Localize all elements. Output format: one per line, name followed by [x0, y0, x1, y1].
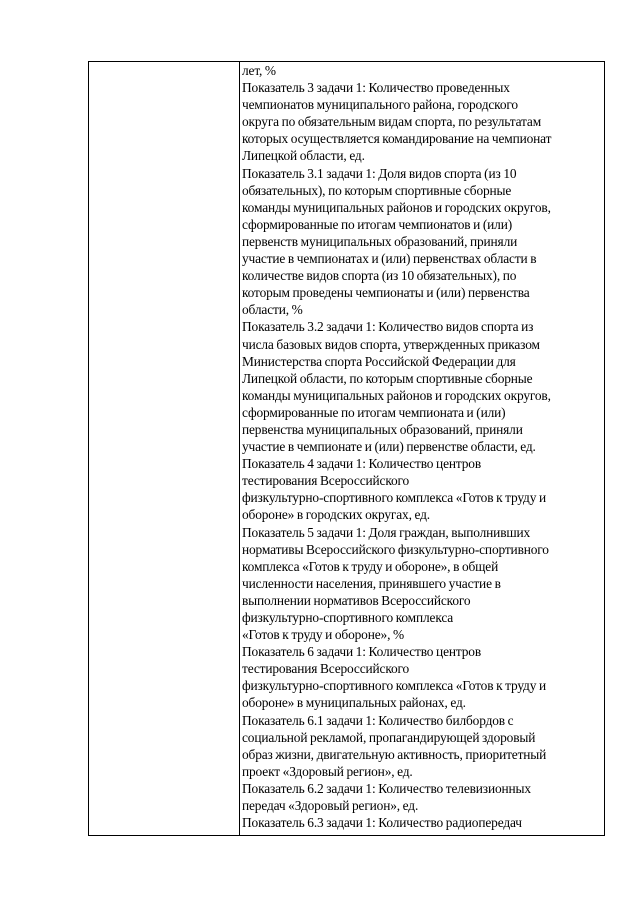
- text-line: первенства муниципальных образований, приняли: [242, 421, 523, 437]
- table-right-cell: [240, 62, 604, 835]
- text-line: области, %: [242, 302, 303, 318]
- text-line: Показатель 3.2 задачи 1: Количество видов спорта из: [242, 319, 534, 335]
- text-line: Показатель 3.1 задачи 1: Доля видов спорта (из 10: [242, 165, 517, 181]
- text-line: физкультурно-спортивного комплекса «Готов к труду и: [242, 678, 546, 694]
- text-line: числа базовых видов спорта, утвержденных приказом: [242, 336, 540, 352]
- text-line: передач «Здоровый регион», ед.: [242, 798, 419, 814]
- text-line: Липецкой области, по которым спортивные сборные: [242, 370, 533, 386]
- text-line: тестирования Всероссийского: [242, 473, 410, 489]
- text-line: которых осуществляется командирование на чемпионат: [242, 131, 552, 147]
- text-line: обороне» в городских округах, ед.: [242, 507, 430, 523]
- text-line: Показатель 3 задачи 1: Количество проведенных: [242, 80, 510, 96]
- text-line: тестирования Всероссийского: [242, 661, 410, 677]
- text-line: социальной рекламой, пропагандирующей здоровый: [242, 729, 536, 745]
- text-line: лет, %: [242, 63, 276, 78]
- text-line: участие в чемпионате и (или) первенстве области, ед.: [242, 439, 536, 455]
- table-left-cell: [89, 62, 240, 835]
- text-line: образ жизни, двигательную активность, приоритетный: [242, 746, 547, 762]
- text-line: сформированные по итогам чемпионата и (или): [242, 404, 506, 420]
- text-line: Показатель 5 задачи 1: Доля граждан, выполнивших: [242, 524, 531, 540]
- text-line: «Готов к труду и обороне», %: [242, 627, 404, 643]
- text-line: чемпионатов муниципального района, городского: [242, 97, 518, 113]
- text-line: проект «Здоровый регион», ед.: [242, 763, 413, 779]
- text-line: Показатель 6.3 задачи 1: Количество радиопередач: [242, 815, 522, 831]
- text-line: Показатель 6.1 задачи 1: Количество билбордов с: [242, 712, 514, 728]
- text-line: нормативы Всероссийского физкультурно-спортивного: [242, 541, 549, 557]
- text-line: Показатель 4 задачи 1: Количество центров: [242, 456, 482, 472]
- text-line: участие в чемпионатах и (или) первенствах области в: [242, 251, 537, 267]
- text-line: Показатель 6 задачи 1: Количество центров: [242, 644, 482, 660]
- text-line: которым проведены чемпионаты и (или) первенства: [242, 285, 530, 301]
- text-line: первенств муниципальных образований, приняли: [242, 233, 518, 249]
- text-line: физкультурно-спортивного комплекса «Готов к труду и: [242, 490, 546, 506]
- text-line: численности населения, принявшего участие в: [242, 575, 501, 591]
- text-line: команды муниципальных районов и городских округов,: [242, 199, 551, 215]
- text-line: физкультурно-спортивного комплекса: [242, 610, 454, 625]
- text-line: Липецкой области, ед.: [242, 148, 365, 164]
- text-line: команды муниципальных районов и городских округов,: [242, 387, 551, 403]
- text-line: округа по обязательным видам спорта, по результатам: [242, 114, 542, 130]
- text-line: Показатель 6.2 задачи 1: Количество телевизионных: [242, 780, 531, 796]
- indicators-table: [88, 61, 605, 836]
- text-line: обязательных), по которым спортивные сборные: [242, 182, 512, 198]
- text-line: Министерства спорта Российской Федерации для: [242, 353, 516, 369]
- text-line: выполнении нормативов Всероссийского: [242, 592, 471, 608]
- text-line: обороне» в муниципальных районах, ед.: [242, 695, 466, 711]
- text-line: комплекса «Готов к труду и обороне», в общей: [242, 558, 499, 574]
- text-line: количестве видов спорта (из 10 обязательных), по: [242, 268, 517, 284]
- text-line: сформированные по итогам чемпионатов и (или): [242, 216, 513, 232]
